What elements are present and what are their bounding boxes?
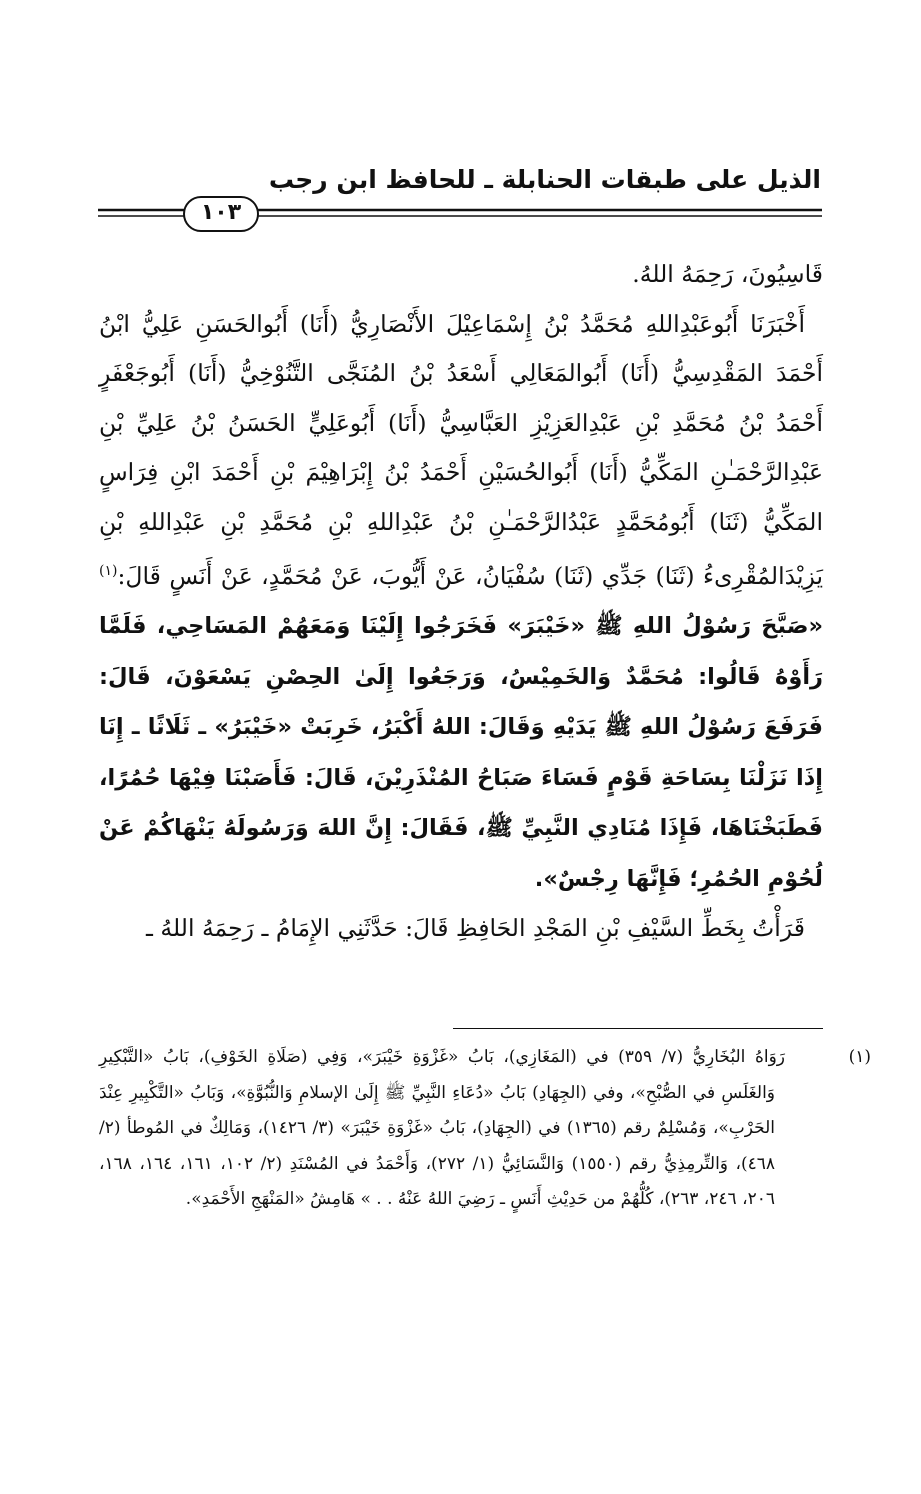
paragraph-next: قَرَأْتُ بِخَطِّ السَّيْفِ بْنِ المَجْدِ الحَافِظِ قَالَ: حَدَّثَنِي الإِمَامُ ـ رَحِمَهُ اللهُ ـ [146,914,805,943]
paragraph-hadith [99,300,823,905]
page-number: ١٠٣ [183,196,259,232]
footnote-text: رَوَاهُ البُخَارِيُّ (٧/ ٣٥٩) في (المَغَازِي)، بَابُ «غَزْوَةِ خَيْبَرَ»، وَفِي (صَلَاةِ الخَوْفِ)، بَابُ «التَّبْكِيرِ وَالغَلَسِ في الصُّبْحِ»، وفي (الجِهَادِ) بَابُ «دُعَاءِ النَّبِيِّ ﷺ إِلَىٰ الإسلامِ وَالنُّبُوَّةِ»، وَبَابُ «التَّكْبِيرِ عِنْدَ الحَرْبِ»، وَمُسْلِمٌ رقم (١٣٦٥) في (الجِهَادِ)، بَابُ «غَزْوَةِ خَيْبَرَ» (٣/ ١٤٢٦)، وَمَالِكٌ في المُوطأ (٢/ ٤٦٨)، وَالتِّرمِذِيُّ رقم (١٥٥٠) وَالنَّسَائِيُّ (١/ ٢٧٢)، وَأَحْمَدُ في المُسْنَدِ (٢/ ١٠٢، ١٦١، ١٦٤، ١٦٨، ٢٠٦، ٢٤٦، ٢٦٣)، كُلُّهُمْ من حَدِيْثِ أَنَسٍ ـ رَضِيَ اللهُ عَنْهُ . . » هَامِشُ «المَنْهَجِ الأَحْمَدِ». [99,1047,785,1209]
footnote-reference[interactable]: (١) [99,563,118,579]
hadith-matn: «صَبَّحَ رَسُوْلُ اللهِ ﷺ «خَيْبَرَ» فَخَرَجُوا إِلَيْنَا وَمَعَهُمْ المَسَاحِي، فَلَمَّا رَأَوْهُ قَالُوا: مُحَمَّدٌ وَالخَمِيْسُ، وَرَجَعُوا إِلَىٰ الحِصْنِ يَسْعَوْنَ، قَالَ: فَرَفَعَ رَسُوْلُ اللهِ ﷺ يَدَيْهِ وَقَالَ: اللهُ أَكْبَرُ، خَرِبَتْ «خَيْبَرُ» ـ ثَلَاثًا ـ إِنَا إِذَا نَزَلْنَا بِسَاحَةِ قَوْمٍ فَسَاءَ صَبَاحُ المُنْذَرِيْنَ، قَالَ: فَأَصَبْنَا فِيْهَا حُمُرًا، فَطَبَخْنَاهَا، فَإِذَا مُنَادِي النَّبِيِّ ﷺ، فَقَالَ: إِنَّ اللهَ وَرَسُولَهُ يَنْهَاكُمْ عَنْ لُحُوْمِ الحُمُرِ؛ فَإِنَّهَا رِجْسٌ». [99,613,823,892]
isnad-text: أَخْبَرَنَا أَبُوعَبْدِاللهِ مُحَمَّدُ بْنُ إِسْمَاعِيْلَ الأَنْصَارِيُّ (أَنَا) أَبُوالحَسَنِ عَلِيُّ ابْنُ أَحْمَدَ المَقْدِسِيُّ (أَنَا) أَبُوالمَعَالِي أَسْعَدُ بْنُ المُنَجَّى التَّنُوْخِيُّ (أَنَا) أَبُوجَعْفَرٍ أَحْمَدُ بْنُ مُحَمَّدِ بْنِ عَبْدِالعَزِيْزِ العَبَّاسِيُّ (أَنَا) أَبُوعَلِيٍّ الحَسَنُ بْنُ عَلِيِّ بْنِ عَبْدِالرَّحْمَـٰنِ المَكِّيُّ (أَنَا) أَبُوالحُسَيْنِ أَحْمَدُ بْنُ إِبْرَاهِيْمَ بْنِ أَحْمَدَ ابْنِ فِرَاسٍ المَكِّيُّ (ثَنَا) أَبُومُحَمَّدٍ عَبْدُالرَّحْمَـٰنِ بْنُ عَبْدِاللهِ بْنِ مُحَمَّدِ بْنِ عَبْدِاللهِ بْنِ يَزِيْدَالمُقْرِىءُ (ثَنَا) جَدِّي (ثَنَا) سُفْيَانُ، عَنْ أَيُّوبَ، عَنْ مُحَمَّدٍ، عَنْ أَنَسٍ قَالَ: [99,309,823,590]
footnote-marker: (١) [848,1047,871,1067]
footnote-1 [99,1040,871,1218]
paragraph-closing: قَاسِيُونَ، رَحِمَهُ اللهُ. [632,260,823,288]
running-header-title: الذيل على طبقات الحنابلة ـ للحافظ ابن رجب [268,165,821,194]
footnote-separator [453,1028,823,1029]
main-text [99,250,823,954]
footnotes [99,1040,871,1218]
